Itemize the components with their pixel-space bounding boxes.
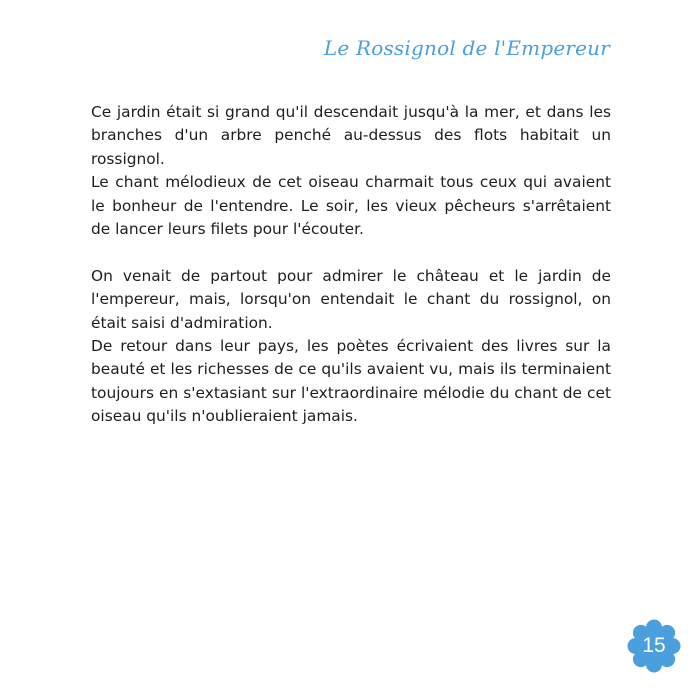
page-number-badge [626,618,682,674]
paragraph-spacer [91,241,611,264]
body-text [91,101,611,429]
paragraph: On venait de partout pour admirer le château et le jardin de l'empereur, mais, lorsqu'on entendait le chant du rossignol, on était saisi d'admiration. [91,266,611,332]
running-header-title: Le Rossignol de l'Empereur [323,36,610,60]
paragraph: De retour dans leur pays, les poètes écrivaient des livres sur la beauté et les richesses de ce qu'ils avaient vu, mais ils terminaient toujours en s'extasiant sur l'extraordinaire mélodie du chant de cet oiseau qu'ils n'oublieraient jamais. [91,337,611,426]
page-number: 15 [642,634,666,657]
paragraph: Le chant mélodieux de cet oiseau charmait tous ceux qui avaient le bonheur de l'entendre. Le soir, les vieux pêcheurs s'arrêtaient de lancer leurs filets pour l'écouter. [91,173,611,239]
paragraph: Ce jardin était si grand qu'il descendait jusqu'à la mer, et dans les branches d'un arbre penché au-dessus des flots habitait un rossignol. [91,103,611,168]
